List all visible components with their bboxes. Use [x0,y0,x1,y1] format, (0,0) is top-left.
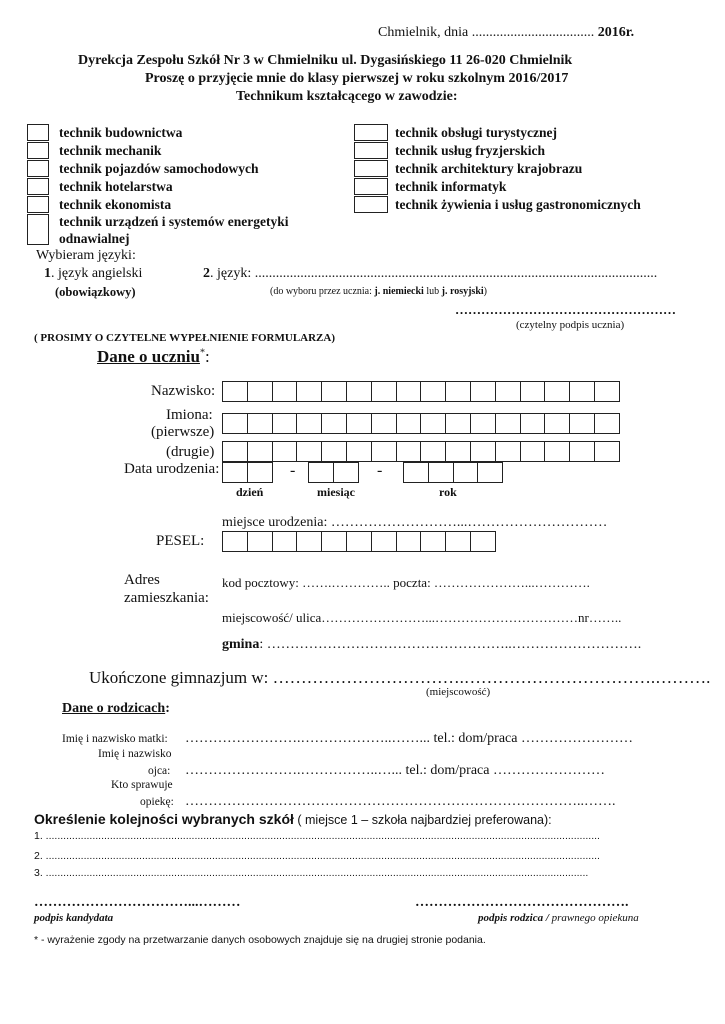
char-box[interactable] [403,462,429,483]
gmina-dots: : ……………………………………………..………………………. [259,637,642,652]
char-box[interactable] [346,441,372,462]
char-box[interactable] [569,381,595,402]
char-box[interactable] [445,441,471,462]
label-technik-informatyk: technik informatyk [395,179,507,194]
parents-title-colon: : [165,701,170,716]
language-second-number: 2 [203,266,210,281]
char-box[interactable] [420,413,446,434]
label-technik-krajobrazu: technik architektury krajobrazu [395,161,583,176]
address-label-2: zamieszkania: [124,590,209,606]
char-box[interactable] [495,381,521,402]
checkbox-technik-zywienia[interactable] [354,196,388,213]
mother-label: Imię i nazwisko matki: [62,733,168,745]
address-label-1: Adres [124,572,160,588]
gimnazjum-field[interactable]: Ukończone gimnazjum w: …………………………….…………………………….………. [89,668,711,687]
names-label: Imiona: [166,407,213,423]
char-box[interactable] [346,531,372,552]
dob-year-grid[interactable] [403,462,502,483]
surname-grid[interactable] [222,381,619,402]
pesel-label: PESEL: [156,533,205,549]
guardian-label-1: Kto sprawuje [111,779,173,791]
asterisk: * [199,347,205,359]
char-box[interactable] [321,413,347,434]
parent-signature-label [478,912,639,924]
birthplace-field[interactable]: miejsce urodzenia: ………………………...………………………… [222,515,608,530]
checkbox-technik-ekonomista[interactable] [27,196,49,213]
char-box[interactable] [594,413,620,434]
mother-field[interactable]: …………………….………………..……... tel.: dom/praca …………………… [185,731,633,746]
char-box[interactable] [594,381,620,402]
char-box[interactable] [222,531,248,552]
postal-field[interactable]: kod pocztowy: …….………….. poczta: …………………...…………. [222,575,590,590]
char-box[interactable] [470,413,496,434]
dob-year-label: rok [439,485,457,499]
school-line-1[interactable]: 1. .............................................................................................................................................................................................. [34,830,600,842]
checkbox-technik-hotelarstwa[interactable] [27,178,49,195]
char-box[interactable] [470,441,496,462]
dob-separator-1: - [290,462,296,479]
second-name-label: (drugie) [166,444,215,460]
checkbox-technik-informatyk[interactable] [354,178,388,195]
char-box[interactable] [544,381,570,402]
languages-title: Wybieram języki: [36,248,136,263]
label-technik-turystyki: technik obsługi turystycznej [395,125,557,140]
char-box[interactable] [495,441,521,462]
second-name-grid[interactable] [222,441,619,462]
schools-title-rest: ( miejsce 1 – szkoła najbardziej preferowana): [293,813,552,827]
note-german: j. niemiecki [374,286,424,297]
label-technik-energetyki-cont: odnawialnej [59,231,130,246]
char-box[interactable] [371,531,397,552]
first-name-label: (pierwsze) [151,424,215,440]
language-second[interactable] [203,266,657,282]
parents-title-text: Dane o rodzicach [62,701,166,716]
char-box[interactable] [371,441,397,462]
gmina-field[interactable] [222,637,641,653]
char-box[interactable] [333,462,359,483]
char-box[interactable] [396,381,422,402]
char-box[interactable] [272,381,298,402]
first-name-grid[interactable] [222,413,619,434]
label-technik-hotelarstwa: technik hotelarstwa [59,179,173,194]
char-box[interactable] [428,462,454,483]
checkbox-technik-krajobrazu[interactable] [354,160,388,177]
schools-title [34,811,552,827]
char-box[interactable] [247,462,273,483]
parents-section-title [62,701,170,717]
char-box[interactable] [247,441,273,462]
father-field[interactable]: …………………….……………..…... tel.: dom/praca …………………… [185,763,605,778]
char-box[interactable] [477,462,503,483]
language-second-note [270,286,487,297]
char-box[interactable] [272,441,298,462]
char-box[interactable] [495,413,521,434]
char-box[interactable] [296,531,322,552]
guardian-field[interactable]: …………………………………………………………………………..……. [185,794,616,809]
gimnazjum-label: (miejscowość) [426,686,491,698]
char-box[interactable] [247,531,273,552]
header-line-3: Technikum kształcącego w zawodzie: [236,89,458,104]
char-box[interactable] [321,531,347,552]
char-box[interactable] [396,413,422,434]
parent-signature-bold: podpis rodzica / [478,912,549,924]
char-box[interactable] [296,441,322,462]
guardian-label-2: opiekę: [140,796,174,808]
student-title-text: Dane o uczniu [97,347,200,366]
char-box[interactable] [544,413,570,434]
char-box[interactable] [396,441,422,462]
parent-signature-line[interactable]: ………………………………………. [415,895,629,910]
candidate-signature-label: podpis kandydata [34,912,114,924]
note-or: lub [423,286,442,297]
city-street-field[interactable]: miejscowość/ ulica……………………...……………………………nr…….. [222,610,622,625]
char-box[interactable] [321,441,347,462]
char-box[interactable] [247,413,273,434]
char-box[interactable] [453,462,479,483]
char-box[interactable] [222,413,248,434]
pesel-grid[interactable] [222,531,495,552]
checkbox-technik-pojazdow[interactable] [27,160,49,177]
char-box[interactable] [470,531,496,552]
school-line-2[interactable]: 2. .............................................................................................................................................................................................. [34,850,600,862]
char-box[interactable] [445,381,471,402]
language-first-note: (obowiązkowy) [55,285,136,299]
language-first [44,266,142,282]
char-box[interactable] [420,441,446,462]
char-box[interactable] [296,381,322,402]
schools-title-bold: Określenie kolejności wybranych szkół [34,811,294,827]
language-first-number: 1 [44,266,51,281]
label-technik-ekonomista: technik ekonomista [59,197,172,212]
student-title-colon: : [204,347,210,366]
candidate-signature-line[interactable]: ……………………………...……… [34,895,241,910]
char-box[interactable] [371,413,397,434]
char-box[interactable] [445,531,471,552]
student-section-title [97,347,210,367]
char-box[interactable] [371,381,397,402]
char-box[interactable] [544,441,570,462]
label-technik-fryzjerski: technik usług fryzjerskich [395,143,545,158]
char-box[interactable] [470,381,496,402]
header-line-1: Dyrekcja Zespołu Szkół Nr 3 w Chmielniku ul. Dygasińskiego 11 26-020 Chmielnik [78,53,573,68]
note-post: ) [483,286,488,297]
char-box[interactable] [346,413,372,434]
char-box[interactable] [321,381,347,402]
char-box[interactable] [520,441,546,462]
char-box[interactable] [296,413,322,434]
char-box[interactable] [569,413,595,434]
language-first-text: . język angielski [51,266,143,281]
label-technik-zywienia: technik żywienia i usług gastronomicznych [395,197,641,212]
gmina-label: gmina [222,637,260,652]
char-box[interactable] [308,462,334,483]
place-date-text: Chmielnik, dnia ................................... [378,25,595,40]
char-box[interactable] [222,441,248,462]
father-label-2: ojca: [148,765,171,777]
char-box[interactable] [272,413,298,434]
dob-day-grid[interactable] [222,462,272,483]
header-line-2: Proszę o przyjęcie mnie do klasy pierwszej w roku szkolnym 2016/2017 [145,71,569,86]
student-signature-line[interactable]: …………………………………………… [455,302,676,317]
checkbox-technik-fryzjerski[interactable] [354,142,388,159]
char-box[interactable] [520,413,546,434]
char-box[interactable] [520,381,546,402]
father-label-1: Imię i nazwisko [98,748,172,760]
dob-month-grid[interactable] [308,462,358,483]
dob-day-label: dzień [236,485,264,499]
char-box[interactable] [420,531,446,552]
checkbox-technik-energetyki[interactable] [27,214,49,245]
dob-month-label: miesiąc [317,485,355,499]
char-box[interactable] [346,381,372,402]
char-box[interactable] [420,381,446,402]
char-box[interactable] [445,413,471,434]
place-date [378,25,634,41]
char-box[interactable] [396,531,422,552]
note-russian: j. rosyjski [441,286,484,297]
char-box[interactable] [594,441,620,462]
fill-notice: ( PROSIMY O CZYTELNE WYPEŁNIENIE FORMULARZA) [34,332,335,344]
dob-separator-2: - [377,462,383,479]
label-technik-pojazdow: technik pojazdów samochodowych [59,161,259,176]
checkbox-technik-budownictwa[interactable] [27,124,49,141]
checkbox-technik-turystyki[interactable] [354,124,388,141]
footnote: * - wyrażenie zgody na przetwarzanie danych osobowych znajduje się na drugiej stronie podania. [34,934,486,946]
dob-label: Data urodzenia: [124,461,220,477]
char-box[interactable] [222,462,248,483]
label-technik-energetyki: technik urządzeń i systemów energetyki [59,214,289,229]
char-box[interactable] [569,441,595,462]
label-technik-budownictwa: technik budownictwa [59,125,183,140]
surname-label: Nazwisko: [151,383,216,399]
note-pre: (do wyboru przez ucznia: [270,286,375,297]
checkbox-technik-mechanik[interactable] [27,142,49,159]
school-line-3[interactable]: 3. .......................................................................................................................................................................................... [34,867,589,879]
year-text: 2016r. [597,25,635,40]
char-box[interactable] [222,381,248,402]
char-box[interactable] [247,381,273,402]
label-technik-mechanik: technik mechanik [59,143,162,158]
student-signature-label: (czytelny podpis ucznia) [516,319,625,331]
language-second-text: . język: ................................................................................................................... [210,266,658,281]
char-box[interactable] [272,531,298,552]
parent-signature-rest: prawnego opiekuna [548,912,639,924]
